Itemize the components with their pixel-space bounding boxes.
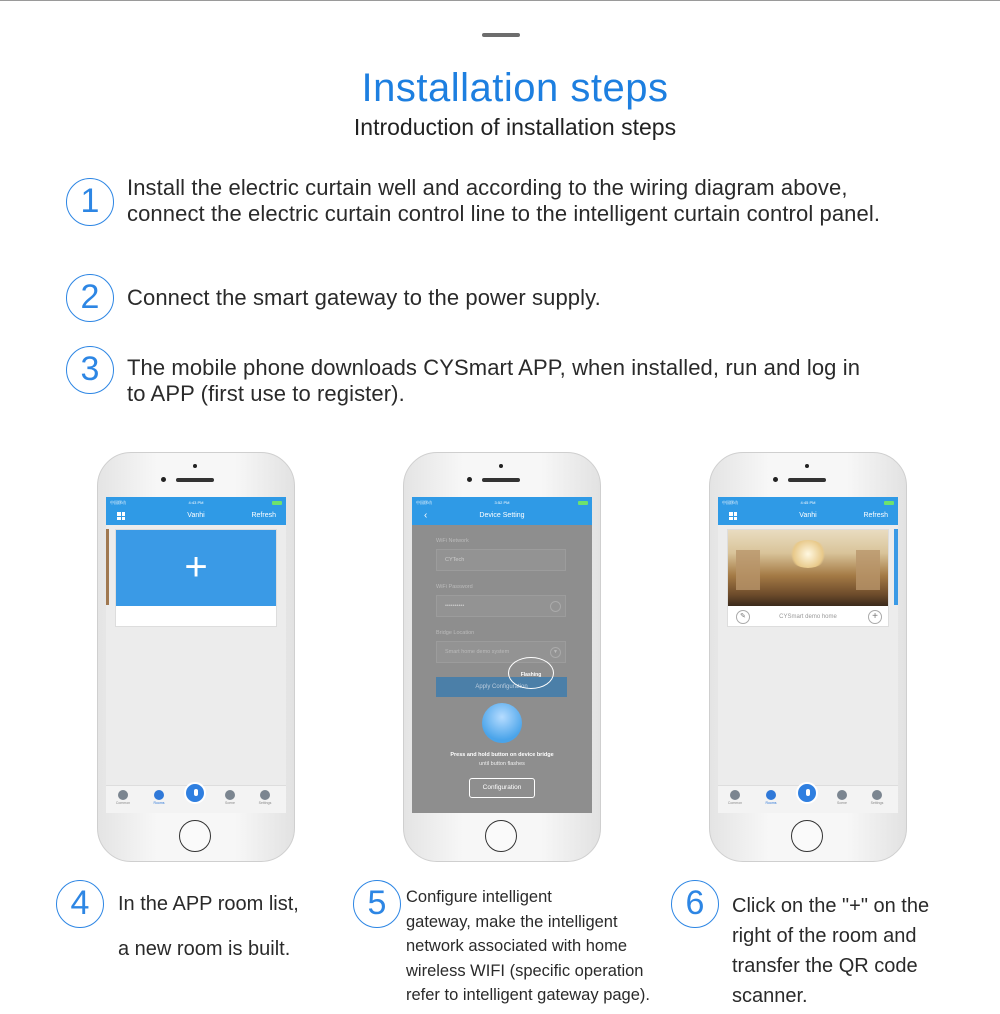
flashing-bubble: Flashing xyxy=(508,657,554,689)
phone-mockup-1 xyxy=(97,452,295,862)
home-icon xyxy=(154,790,164,800)
wifi-network-field[interactable]: CYTech xyxy=(436,549,566,571)
tab-label: Settings xyxy=(258,801,272,805)
tab-settings[interactable] xyxy=(250,790,280,805)
scene-icon xyxy=(225,790,235,800)
page-subtitle: Introduction of installation steps xyxy=(353,114,677,140)
battery-icon xyxy=(272,501,282,505)
home-button[interactable] xyxy=(485,820,517,852)
location-select[interactable] xyxy=(436,641,566,663)
step-2-number: 2 xyxy=(66,274,114,322)
step-2-text: Connect the smart gateway to the power supply. xyxy=(127,285,601,310)
carrier-label: 中国移动 xyxy=(722,500,738,505)
nav-title: Vanhi xyxy=(799,512,817,519)
tab-common[interactable] xyxy=(108,790,138,805)
phone-sensor xyxy=(161,477,166,482)
location-label: Bridge Location xyxy=(436,630,475,636)
curtain-left-image xyxy=(736,550,760,590)
status-time: 4:43 PM xyxy=(188,500,204,505)
phone-speaker xyxy=(482,478,520,482)
add-qr-button[interactable]: + xyxy=(868,610,882,624)
carrier-label: 中国移动 xyxy=(416,500,432,505)
tab-scene[interactable] xyxy=(827,790,857,805)
nav-title: Vanhi xyxy=(187,512,205,519)
tab-label: Common xyxy=(727,801,743,805)
step-5-line: gateway, make the intelligent xyxy=(406,912,618,931)
nav-title: Device Setting xyxy=(479,512,525,519)
room-photo xyxy=(728,530,888,606)
password-label: WiFi Password xyxy=(436,584,473,590)
status-bar xyxy=(718,497,898,509)
tab-label: Rooms xyxy=(765,801,777,805)
step-4-line-1: In the APP room list, xyxy=(118,893,299,915)
step-5-line: wireless WIFI (specific operation xyxy=(406,961,644,980)
phone-speaker xyxy=(788,478,826,482)
phone-camera xyxy=(499,464,503,468)
step-3-line-1: The mobile phone downloads CYSmart APP, when installed, run and log in xyxy=(127,355,861,380)
tab-label: Scene xyxy=(225,801,235,805)
tab-common[interactable] xyxy=(720,790,750,805)
step-1-line-1: Install the electric curtain well and according to the wiring diagram above, xyxy=(127,175,848,200)
phone-2-screen xyxy=(412,497,592,813)
status-bar xyxy=(106,497,286,509)
apply-configuration-button[interactable]: Apply Configuration xyxy=(436,677,567,697)
phone-speaker xyxy=(176,478,214,482)
phone-sensor xyxy=(467,477,472,482)
tab-settings[interactable] xyxy=(862,790,892,805)
step-5-line: network associated with home xyxy=(406,937,628,955)
scene-icon xyxy=(837,790,847,800)
home-icon xyxy=(766,790,776,800)
phone-camera xyxy=(805,464,809,468)
gear-icon xyxy=(260,790,270,800)
tab-scene[interactable] xyxy=(215,790,245,805)
step-4-line-2: a new room is built. xyxy=(118,938,291,960)
edit-pencil-icon[interactable]: ✎ xyxy=(736,610,750,624)
top-divider xyxy=(0,0,1000,1)
password-value: •••••••••• xyxy=(445,603,465,609)
instruction-line-1: Press and hold button on device bridge xyxy=(450,752,554,758)
microphone-button[interactable] xyxy=(796,782,818,804)
drag-handle[interactable] xyxy=(482,33,520,37)
phone-mockup-3 xyxy=(709,452,907,862)
tab-label: Scene xyxy=(837,801,847,805)
battery-icon xyxy=(578,501,588,505)
bridge-device-icon xyxy=(482,703,522,743)
next-room-edge xyxy=(894,529,898,605)
status-bar xyxy=(412,497,592,509)
password-field[interactable] xyxy=(436,595,566,617)
step-6-number: 6 xyxy=(671,880,719,928)
curtain-right-image xyxy=(856,550,880,590)
tab-label: Common xyxy=(115,801,131,805)
room-name: CYSmart demo home xyxy=(779,614,837,620)
step-6-line: scanner. xyxy=(732,985,808,1007)
step-6-line: transfer the QR code xyxy=(732,955,918,977)
step-6-text xyxy=(732,891,992,1011)
step-5-text xyxy=(406,885,706,1008)
step-5-number: 5 xyxy=(353,880,401,928)
phone-sensor xyxy=(773,477,778,482)
nav-bar xyxy=(106,509,286,525)
step-1-text xyxy=(127,175,997,227)
status-time: 4:45 PM xyxy=(800,500,816,505)
step-1-line-2: connect the electric curtain control line to the intelligent curtain control panel. xyxy=(127,201,881,226)
page-title: Installation steps xyxy=(361,66,669,110)
nav-bar xyxy=(412,509,592,525)
eye-icon[interactable] xyxy=(550,601,561,612)
chevron-down-icon: ▼ xyxy=(550,647,561,658)
home-button[interactable] xyxy=(791,820,823,852)
common-icon xyxy=(730,790,740,800)
tab-rooms[interactable] xyxy=(144,790,174,805)
phone-mockup-2 xyxy=(403,452,601,862)
home-button[interactable] xyxy=(179,820,211,852)
back-chevron-icon[interactable]: ‹ xyxy=(424,510,428,521)
prev-room-edge xyxy=(106,529,109,605)
tab-label: Rooms xyxy=(153,801,165,805)
tab-rooms[interactable] xyxy=(756,790,786,805)
step-6-line: right of the room and xyxy=(732,925,917,947)
phone-1-screen xyxy=(106,497,286,813)
refresh-button[interactable]: Refresh xyxy=(863,512,888,519)
add-room-button[interactable]: + xyxy=(116,530,276,606)
refresh-button[interactable]: Refresh xyxy=(251,512,276,519)
carrier-label: 中国移动 xyxy=(110,500,126,505)
step-5-line: Configure intelligent xyxy=(406,888,552,906)
battery-icon xyxy=(884,501,894,505)
wifi-label: WiFi Network xyxy=(436,538,469,544)
room-card xyxy=(727,529,889,627)
step-6-line: Click on the "+" on the xyxy=(732,895,930,917)
phone-camera xyxy=(193,464,197,468)
step-3-number: 3 xyxy=(66,346,114,394)
tab-label: Settings xyxy=(870,801,884,805)
common-icon xyxy=(118,790,128,800)
microphone-button[interactable] xyxy=(184,782,206,804)
phone-3-screen xyxy=(718,497,898,813)
step-4-number: 4 xyxy=(56,880,104,928)
step-1-number: 1 xyxy=(66,178,114,226)
nav-bar xyxy=(718,509,898,525)
room-card xyxy=(115,529,277,627)
status-time: 3:52 PM xyxy=(494,500,510,505)
step-3-line-2: to APP (first use to register). xyxy=(127,381,405,406)
step-5-line: refer to intelligent gateway page). xyxy=(406,986,650,1004)
gear-icon xyxy=(872,790,882,800)
location-value: Smart home demo system xyxy=(445,649,510,655)
configuration-button[interactable]: Configuration xyxy=(469,778,535,798)
instruction-line-2: until button flashes xyxy=(479,761,525,767)
step-3-text xyxy=(127,355,987,407)
chandelier-image xyxy=(788,540,828,568)
